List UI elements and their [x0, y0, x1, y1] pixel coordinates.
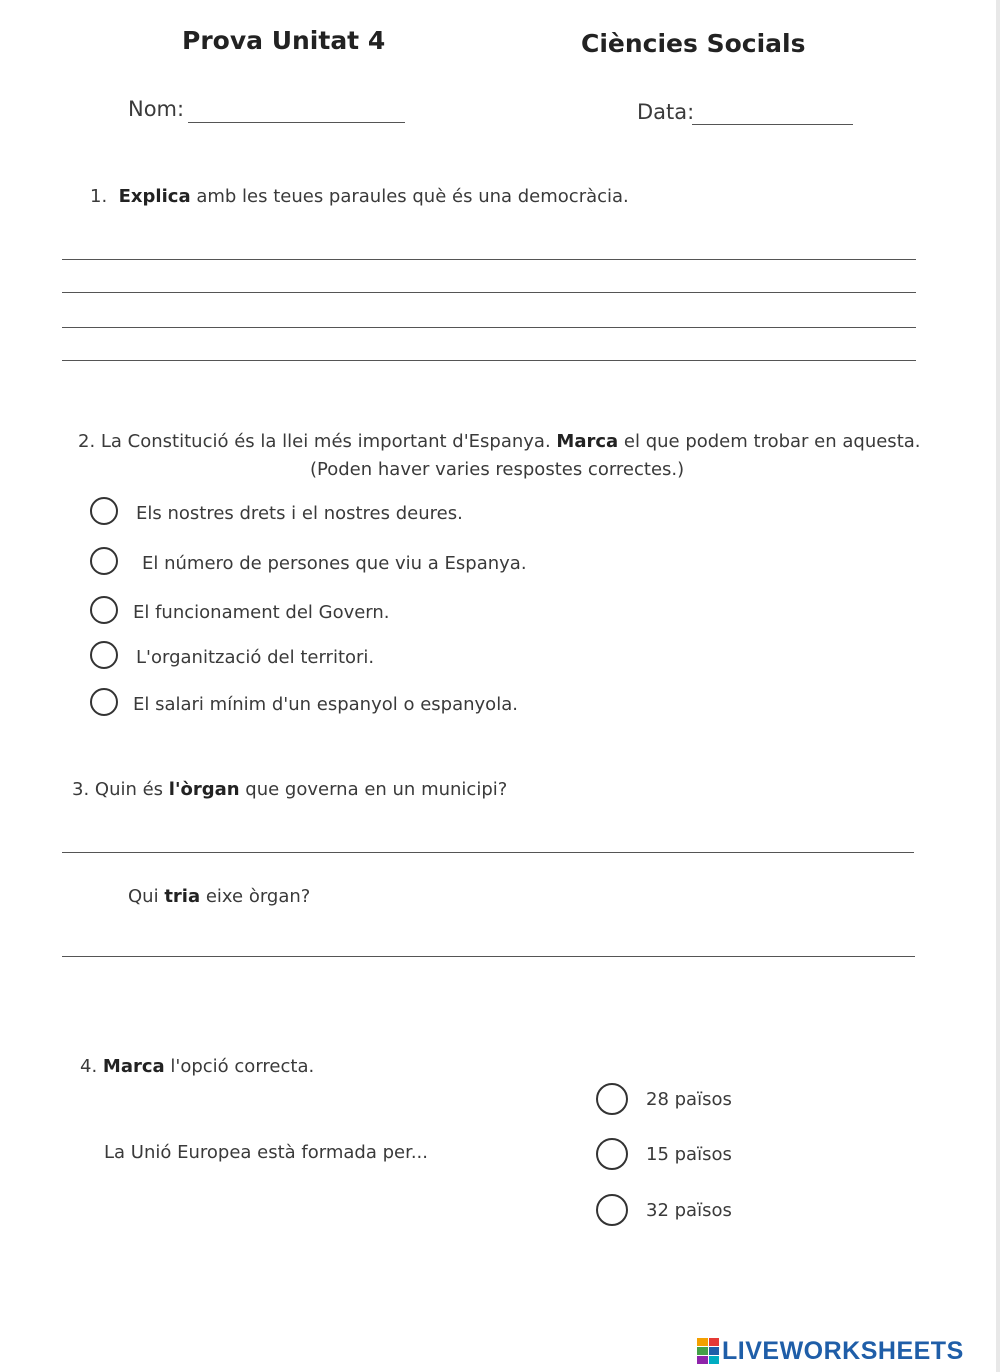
- option-label: El número de persones que viu a Espanya.: [142, 553, 527, 574]
- question-2-note: (Poden haver varies respostes correctes.): [310, 459, 685, 480]
- liveworksheets-logo: [697, 1336, 964, 1366]
- option-label: Els nostres drets i el nostres deures.: [136, 503, 463, 524]
- question-3: 3. Quin és l'òrgan que governa en un municipi?: [72, 779, 508, 800]
- option-radio[interactable]: [596, 1083, 628, 1115]
- answer-line-3a[interactable]: [62, 852, 914, 853]
- option-radio[interactable]: [90, 497, 118, 525]
- page-title: Prova Unitat 4: [182, 26, 386, 55]
- option-label: 28 països: [646, 1089, 732, 1110]
- question-3-sub-keyword: tria: [164, 886, 201, 907]
- question-1-keyword: Explica: [118, 186, 191, 207]
- question-3-keyword: l'òrgan: [168, 779, 240, 800]
- question-4: 4. Marca l'opció correcta.: [80, 1056, 315, 1077]
- question-2-keyword: Marca: [556, 431, 619, 452]
- option-radio[interactable]: [90, 547, 118, 575]
- answer-line-1b[interactable]: [62, 292, 916, 293]
- question-2: 2. La Constitució és la llei més important d'Espanya. Marca el que podem trobar en aquesta.: [78, 431, 921, 452]
- option-radio[interactable]: [90, 596, 118, 624]
- answer-line-1d[interactable]: [62, 360, 916, 361]
- question-1: 1. Explica amb les teues paraules què és una democràcia.: [90, 186, 629, 207]
- option-radio[interactable]: [90, 688, 118, 716]
- option-label: El funcionament del Govern.: [133, 602, 390, 623]
- option-radio[interactable]: [596, 1194, 628, 1226]
- liveworksheets-brand: LIVEWORKSHEETS: [722, 1336, 964, 1365]
- question-3-sub: Qui tria eixe òrgan?: [128, 886, 311, 907]
- answer-line-1a[interactable]: [62, 259, 916, 260]
- subject-title: Ciències Socials: [581, 29, 806, 58]
- option-label: L'organització del territori.: [136, 647, 375, 668]
- option-radio[interactable]: [596, 1138, 628, 1170]
- answer-line-1c[interactable]: [62, 327, 916, 328]
- option-label: El salari mínim d'un espanyol o espanyola.: [133, 694, 518, 715]
- question-4-statement: La Unió Europea està formada per...: [104, 1142, 428, 1163]
- date-label: Data:: [637, 100, 695, 124]
- option-radio[interactable]: [90, 641, 118, 669]
- option-label: 15 països: [646, 1144, 732, 1165]
- liveworksheets-logo-icon: [697, 1338, 719, 1364]
- question-4-keyword: Marca: [102, 1056, 165, 1077]
- answer-line-3b[interactable]: [62, 956, 915, 957]
- name-label: Nom:: [128, 97, 185, 121]
- date-field[interactable]: [692, 124, 853, 125]
- name-field[interactable]: [188, 122, 405, 123]
- scan-edge: [996, 0, 1000, 1372]
- option-label: 32 països: [646, 1200, 732, 1221]
